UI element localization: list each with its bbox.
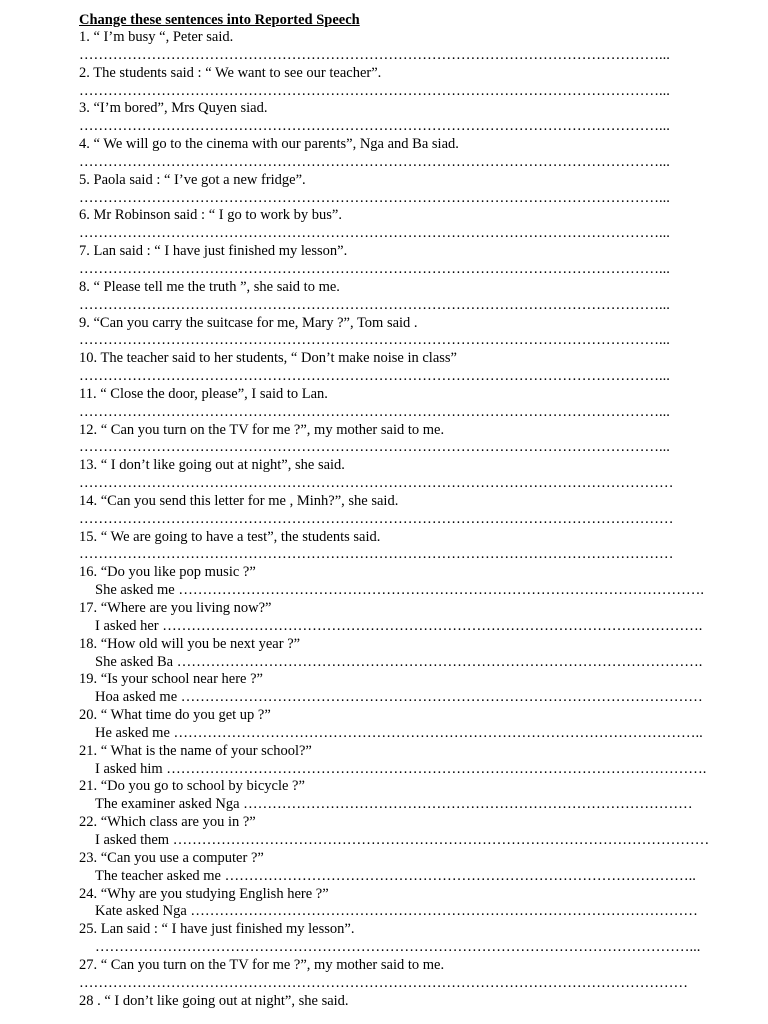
answer-line[interactable]: …………………………………………………………………………………………………………...: [79, 118, 670, 135]
question-line: 4. “ We will go to the cinema with our parents”, Nga and Ba siad.: [79, 136, 459, 153]
answer-line[interactable]: Hoa asked me ………………………………………………………………………………………………: [95, 689, 703, 706]
question-line: 25. Lan said : “ I have just finished my lesson”.: [79, 921, 355, 938]
worksheet-title: Change these sentences into Reported Speech: [79, 12, 360, 28]
question-line: 1. “ I’m busy “, Peter said.: [79, 29, 234, 45]
question-line: 5. Paola said : “ I’ve got a new fridge”.: [79, 171, 306, 188]
question-line: 3. “I’m bored”, Mrs Quyen siad.: [79, 100, 268, 117]
answer-line[interactable]: …………………………………………………………………………………………………………...: [79, 439, 670, 456]
answer-line[interactable]: ……………………………………………………………………………………………………………: [79, 475, 674, 492]
question-line: 14. “Can you send this letter for me , Minh?”, she said.: [79, 492, 399, 509]
question-line: 23. “Can you use a computer ?”: [79, 849, 264, 866]
question-line: 22. “Which class are you in ?”: [79, 814, 256, 831]
answer-line[interactable]: …………………………………………………………………………………………………………...: [79, 403, 670, 420]
question-line: 20. “ What time do you get up ?”: [79, 707, 271, 724]
worksheet-page: [79, 11, 719, 1010]
question-line: 2. The students said : “ We want to see our teacher”.: [79, 64, 382, 81]
question-line: 28 . “ I don’t like going out at night”, she said.: [79, 992, 349, 1009]
question-line: 27. “ Can you turn on the TV for me ?”, my mother said to me.: [79, 956, 445, 973]
question-line: 24. “Why are you studying English here ?”: [79, 885, 329, 902]
answer-line[interactable]: I asked him ………………………………………………………………………………………………….: [95, 760, 707, 777]
answer-line[interactable]: She asked me ……………………………………………………………………………………………….: [95, 582, 704, 599]
question-line: 21. “Do you go to school by bicycle ?”: [79, 778, 305, 795]
question-line: 12. “ Can you turn on the TV for me ?”, my mother said to me.: [79, 421, 445, 438]
question-line: 19. “Is your school near here ?”: [79, 671, 263, 688]
question-line: 21. “ What is the name of your school?”: [79, 742, 312, 759]
answer-line[interactable]: ……………………………………………………………………………………………………………: [79, 510, 674, 527]
question-line: 15. “ We are going to have a test”, the students said.: [79, 528, 381, 545]
question-line: 10. The teacher said to her students, “ Don’t make noise in class”: [79, 350, 457, 367]
answer-line[interactable]: I asked them …………………………………………………………………………………………………: [95, 831, 710, 848]
question-line: 11. “ Close the door, please”, I said to Lan.: [79, 385, 328, 402]
answer-line[interactable]: …………………………………………………………………………………………………………...: [79, 332, 670, 349]
question-line: 13. “ I don’t like going out at night”, she said.: [79, 457, 345, 474]
answer-line[interactable]: I asked her ………………………………………………………………………………………………….: [95, 617, 703, 634]
question-line: 8. “ Please tell me the truth ”, she said to me.: [79, 278, 340, 295]
answer-line[interactable]: She asked Ba ……………………………………………………………………………………………….: [95, 653, 703, 670]
answer-line[interactable]: Kate asked Nga ……………………………………………………………………………………………: [95, 903, 698, 920]
answer-line[interactable]: …………………………………………………………………………………………………………...: [79, 296, 670, 313]
answer-line[interactable]: He asked me ………………………………………………………………………………………………..: [95, 724, 703, 741]
answer-line[interactable]: ………………………………………………………………………………………………………………: [79, 974, 688, 991]
answer-line[interactable]: ……………………………………………………………………………………………………………...: [95, 939, 701, 956]
worksheet-lines: [79, 29, 719, 1010]
answer-line[interactable]: The teacher asked me ……………………………………………………………………………………..: [95, 867, 696, 884]
answer-line[interactable]: …………………………………………………………………………………………………………...: [79, 225, 670, 242]
question-line: 17. “Where are you living now?”: [79, 600, 272, 616]
answer-line[interactable]: …………………………………………………………………………………………………………...: [79, 153, 670, 170]
question-line: 6. Mr Robinson said : “ I go to work by bus”.: [79, 207, 342, 224]
answer-line[interactable]: The examiner asked Nga …………………………………………………………………………………: [95, 796, 693, 813]
question-line: 16. “Do you like pop music ?”: [79, 564, 256, 581]
answer-line[interactable]: …………………………………………………………………………………………………………...: [79, 368, 670, 385]
answer-line[interactable]: …………………………………………………………………………………………………………...: [79, 189, 670, 206]
answer-line[interactable]: …………………………………………………………………………………………………………...: [79, 260, 670, 277]
answer-line[interactable]: …………………………………………………………………………………………………………...: [79, 82, 670, 99]
answer-line[interactable]: …………………………………………………………………………………………………………...: [79, 46, 670, 63]
answer-line[interactable]: ……………………………………………………………………………………………………………: [79, 546, 674, 563]
question-line: 9. “Can you carry the suitcase for me, Mary ?”, Tom said .: [79, 314, 418, 331]
question-line: 18. “How old will you be next year ?”: [79, 635, 301, 652]
question-line: 7. Lan said : “ I have just finished my lesson”.: [79, 243, 348, 260]
